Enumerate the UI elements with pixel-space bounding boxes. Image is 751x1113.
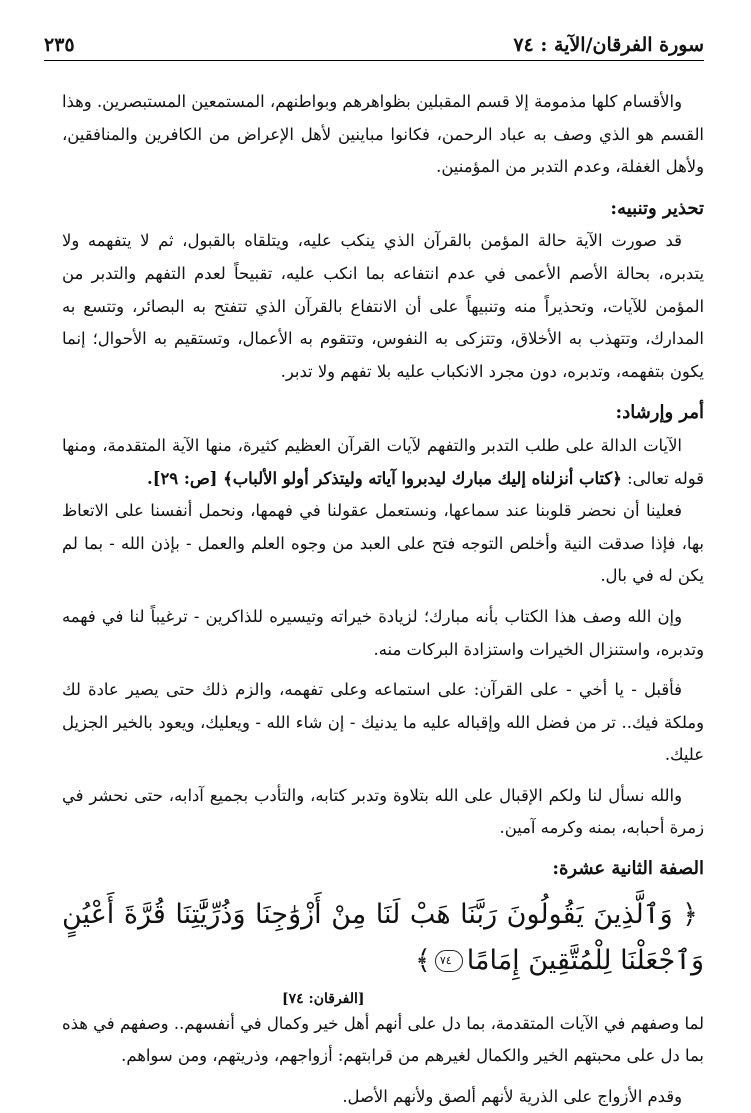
quran-verse [62, 892, 704, 984]
paragraph-1: والأقسام كلها مذمومة إلا قسم المقبلين بظواهرهم وبواطنهم، المستمعين المستبصرين. وهذا القسم هو الذي وصف به عباد الرحمن، فكانوا مباينين لأهل الإعراض من الكافرين والمنافقين، ولأهل الغفلة، وعدم التدبر من المؤمنين. [62, 92, 704, 177]
page-number: ٢٣٥ [44, 34, 75, 56]
paragraph-9: وقدم الأزواج على الذرية لأنهم ألصق ولأنهم الأصل. [342, 1086, 682, 1106]
paragraph-3-text: الآيات الدالة على طلب التدبر والتفهم لآيات القرآن العظيم كثيرة، منها الآية المتقدمة، ومنها قوله تعالى: [62, 435, 704, 488]
verse-number-marker: ٧٤ [435, 950, 463, 972]
verse-reference: [الفرقان: ٧٤] [282, 990, 365, 1007]
verse-text: ﴿ وَٱلَّذِينَ يَقُولُونَ رَبَّنَا هَبْ لَنَا مِنْ أَزْوَٰجِنَا وَذُرِّيَّٰتِنَا قُرَّةَ أَعْيُنٍ وَٱجْعَلْنَا لِلْمُتَّقِينَ إِمَامًا [62, 898, 704, 976]
paragraph-3 [62, 430, 704, 495]
page-header [44, 34, 704, 61]
paragraph-4: فعلينا أن نحضر قلوبنا عند سماعها، ونستعمل عقولنا في فهمها، ونحمل أنفسنا على الاتعاظ بها، فإذا صدقت النية وأخلص التوجه فتح على العبد من وجوه العلم والعمل - بإذن الله - بما لم يكن له في بال. [62, 501, 704, 586]
heading-twelfth-trait: الصفة الثانية عشرة: [552, 858, 704, 880]
paragraph-5: وإن الله وصف هذا الكتاب بأنه مبارك؛ لزيادة خيراته وتيسيره للذاكرين - ترغيباً لنا في فهمه وتدبره، واستنزال الخيرات واستزادة البركات منه. [62, 606, 704, 659]
paragraph-8: لما وصفهم في الآيات المتقدمة، بما دل على أنهم أهل خير وكمال في أنفسهم.. وصفهم في هذه بما دل على محبتهم الخير والكمال لغيرهم من قرابتهم: أزواجهم، وذريتهم، ومن سواهم. [62, 1013, 704, 1066]
heading-warning: تحذير وتنبيه: [610, 197, 704, 219]
page-content [62, 86, 704, 1113]
heading-guidance: أمر وإرشاد: [615, 402, 704, 424]
quoted-verse: ﴿كتاب أنزلناه إليك مبارك ليدبروا آياته وليتذكر أولو الألباب﴾ [ص: ٢٩]. [147, 468, 622, 488]
paragraph-2: قد صورت الآية حالة المؤمن بالقرآن الذي ينكب عليه، ويتلقاه بالقبول، ثم لا يتفهمه ولا يتدبره، بحالة الأصم الأعمى في عدم انتفاعه بما انكب عليه، تقبيحاً لعدم التفهم والتدبر من المؤمن للآيات، وتحذيراً منه وتنبيهاً على أن الانتفاع بالقرآن الذي تتفتح به البصائر، وتتسع به المدارك، وتتهذب به الأخلاق، وتتزكى به النفوس، وتتقوم به الأعمال، وتستقيم به الأحوال؛ إنما يكون بتفهمه، وتدبره، دون مجرد الانكباب عليه بلا تفهم ولا تدبر. [62, 231, 704, 381]
verse-close-bracket: ﴾ [414, 944, 431, 976]
paragraph-6: فأقبل - يا أخي - على القرآن: على استماعه وعلى تفهمه، والزم ذلك حتى يصير عادة لك وملكة فيك.. تر من فضل الله وإقباله عليه ما يدنيك - إن شاء الله - ويعليك، ويعود بالخير الجزيل عليك. [62, 680, 704, 765]
paragraph-7: والله نسأل لنا ولكم الإقبال على الله بتلاوة وتدبر كتابه، والتأدب بجميع آدابه، حتى نحشر في زمرة أحبابه، بمنه وكرمه آمين. [62, 785, 704, 838]
surah-title: سورة الفرقان/الآية : ٧٤ [513, 34, 704, 56]
